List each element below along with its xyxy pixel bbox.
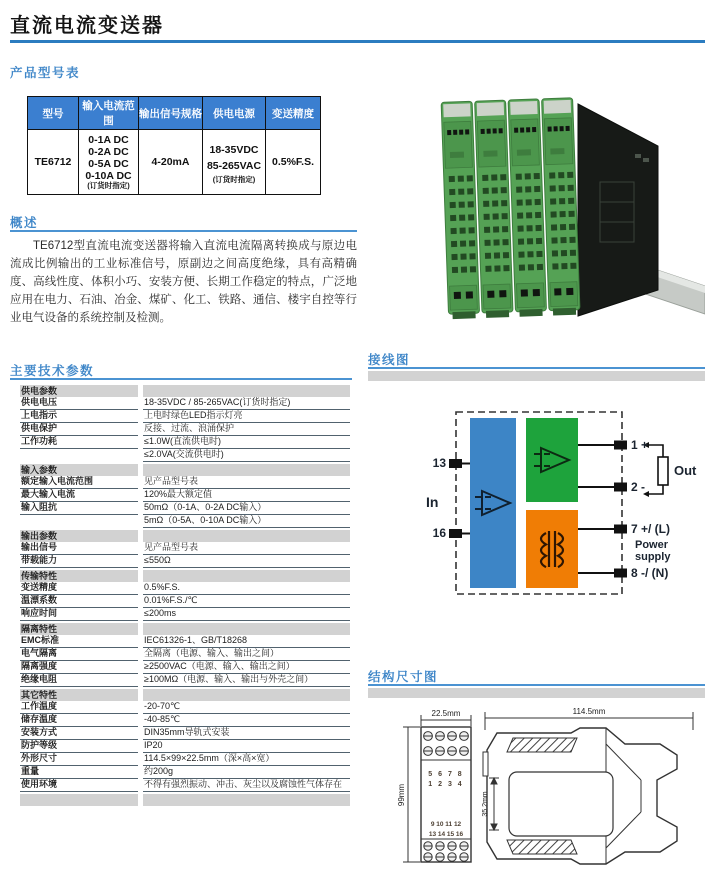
param-value: -40-85℃ bbox=[143, 714, 350, 727]
wiring-divider bbox=[368, 367, 705, 369]
terminal-numbers-top-upper: 5 6 7 8 bbox=[428, 771, 464, 778]
width-dim-label: 22.5mm bbox=[431, 709, 461, 718]
param-value: 50mΩ（0-1A、0-2A DC输入） bbox=[143, 502, 350, 515]
param-value: DIN35mm导轨式安装 bbox=[143, 727, 350, 740]
input-range-note: (订货时指定) bbox=[87, 181, 130, 190]
terminal-13-label: 13 bbox=[432, 456, 446, 470]
module-side-panel bbox=[578, 104, 658, 316]
param-label: 隔离强度 bbox=[20, 661, 138, 674]
param-label: 外形尺寸 bbox=[20, 753, 138, 766]
param-row bbox=[20, 542, 350, 555]
param-label bbox=[20, 794, 138, 806]
param-label: EMC标准 bbox=[20, 635, 138, 648]
wiring-diagram-svg bbox=[418, 404, 710, 609]
param-label: 工作温度 bbox=[20, 701, 138, 714]
column-header-power: 供电电源 bbox=[203, 97, 266, 130]
param-row bbox=[20, 753, 350, 766]
in-label: In bbox=[426, 494, 439, 510]
power-values: 18-35VDC 85-265VAC bbox=[206, 143, 262, 172]
overview-paragraph: TE6712型直流电流变送器将输入直流电流隔离转换成与原边电流成比例输出的工业标准信号，原副边之间高度绝缘，具有高精确度、高线性度、体积小巧、安装方便、长期工作稳定的特点，广泛地应用在电力、石油、冶金、煤矿、化工、铁路、通信、楼宇自控等行业电气设备的系统控制及检测。 bbox=[10, 240, 357, 324]
param-value: 约200g bbox=[143, 766, 350, 779]
param-row bbox=[20, 701, 350, 714]
param-value: 114.5×99×22.5mm（深×高×宽） bbox=[143, 753, 350, 766]
title-divider bbox=[10, 40, 705, 43]
terminal-13 bbox=[449, 459, 462, 468]
product-photo-illustration bbox=[430, 62, 705, 327]
param-value: 全隔离（电源、输入、输出之间） bbox=[143, 648, 350, 661]
param-value: ≤2.0VA(交流供电时) bbox=[143, 449, 350, 462]
param-value: 120%最大额定值 bbox=[143, 489, 350, 502]
input-range-values: 0-1A DC 0-2A DC 0-5A DC 0-10A DC bbox=[85, 134, 132, 182]
param-label: 工作功耗 bbox=[20, 436, 138, 449]
param-label: 输出信号 bbox=[20, 542, 138, 555]
section-title-parameters: 主要技术参数 bbox=[10, 364, 95, 378]
param-label: 其它特性 bbox=[20, 689, 138, 701]
dimensions-divider bbox=[368, 684, 705, 686]
param-value: 上电时绿色LED指示灯亮 bbox=[143, 410, 350, 423]
param-value: ≥100MΩ（电源、输入、输出与外壳之间） bbox=[143, 674, 350, 687]
model-cell: TE6712 bbox=[28, 130, 79, 195]
param-label: 安装方式 bbox=[20, 727, 138, 740]
param-row bbox=[20, 555, 350, 568]
column-header-output-signal: 输出信号规格 bbox=[139, 97, 203, 130]
column-header-accuracy: 变送精度 bbox=[266, 97, 321, 130]
param-label: 使用环境 bbox=[20, 779, 138, 792]
param-row bbox=[20, 608, 350, 621]
param-label: 输入阻抗 bbox=[20, 502, 138, 515]
section-title-overview: 概述 bbox=[10, 216, 39, 230]
product-photo-svg bbox=[430, 62, 705, 327]
param-label: 隔离特性 bbox=[20, 623, 138, 635]
param-label: 电气隔离 bbox=[20, 648, 138, 661]
param-label: 输入参数 bbox=[20, 464, 138, 476]
section-title-dimensions: 结构尺寸图 bbox=[368, 670, 439, 684]
rail-clip-tab bbox=[483, 752, 488, 776]
parameters-divider bbox=[10, 378, 352, 380]
param-value: 反接、过流、浪涌保护 bbox=[143, 423, 350, 436]
param-value: 0.5%F.S. bbox=[143, 582, 350, 595]
height-dim-label: 99mm bbox=[397, 783, 406, 807]
dimension-drawing-svg bbox=[375, 700, 705, 868]
param-label bbox=[20, 515, 138, 528]
param-label: 温漂系数 bbox=[20, 595, 138, 608]
product-model-table bbox=[27, 96, 321, 195]
terminal-numbers-bottom-upper: 9 10 11 12 bbox=[430, 821, 462, 828]
param-row bbox=[20, 674, 350, 687]
column-header-input-range: 输入电流范围 bbox=[79, 97, 139, 130]
power-supply-label: supply bbox=[635, 551, 671, 563]
param-value: -20-70℃ bbox=[143, 701, 350, 714]
param-value: 不得有强烈振动、冲击、灰尘以及腐蚀性气体存在 bbox=[143, 779, 350, 792]
section-title-wiring: 接线图 bbox=[368, 353, 411, 367]
parameters-table bbox=[20, 383, 350, 806]
dimension-drawing bbox=[375, 700, 705, 868]
depth-dim-label: 114.5mm bbox=[572, 707, 606, 716]
section-title-model-table: 产品型号表 bbox=[10, 66, 81, 80]
terminal-numbers-bottom-lower: 13 14 15 16 bbox=[428, 831, 464, 838]
param-value: ≤200ms bbox=[143, 608, 350, 621]
param-label: 防护等级 bbox=[20, 740, 138, 753]
terminal-16-label: 16 bbox=[432, 526, 446, 540]
param-row bbox=[20, 449, 350, 462]
power-supply-label: Power bbox=[635, 539, 669, 551]
power-block bbox=[526, 510, 578, 588]
param-value: 见产品型号表 bbox=[143, 476, 350, 489]
input-range-cell bbox=[79, 130, 139, 195]
overview-divider bbox=[10, 230, 357, 232]
param-value bbox=[143, 794, 350, 806]
param-label: 供电参数 bbox=[20, 385, 138, 397]
out-label: Out bbox=[674, 463, 697, 478]
terminal-8 bbox=[614, 569, 627, 578]
param-value: ≤550Ω bbox=[143, 555, 350, 568]
model-table-row bbox=[28, 130, 321, 195]
wiring-diagram bbox=[418, 404, 710, 609]
param-value: 见产品型号表 bbox=[143, 542, 350, 555]
terminal-1-label: 1 + bbox=[631, 438, 649, 452]
param-label: 重量 bbox=[20, 766, 138, 779]
param-label: 储存温度 bbox=[20, 714, 138, 727]
power-note: (订货时指定) bbox=[212, 174, 256, 184]
terminal-2-label: 2 - bbox=[631, 480, 646, 494]
power-cell bbox=[203, 130, 266, 195]
terminal-1 bbox=[614, 441, 627, 450]
module-fronts bbox=[441, 98, 580, 319]
param-group-row bbox=[20, 689, 350, 701]
param-value: 18-35VDC / 85-265VAC(订货时指定) bbox=[143, 397, 350, 410]
side-label-area bbox=[509, 772, 613, 836]
terminal-16 bbox=[449, 529, 462, 538]
column-header-model: 型号 bbox=[28, 97, 79, 130]
param-label: 上电指示 bbox=[20, 410, 138, 423]
param-row bbox=[20, 515, 350, 528]
vent-hatch-bottom bbox=[507, 840, 577, 854]
param-label: 供电保护 bbox=[20, 423, 138, 436]
param-group-row bbox=[20, 794, 350, 806]
accuracy-cell: 0.5%F.S. bbox=[266, 130, 321, 195]
terminal-7-label: 7 +/ (L) bbox=[631, 522, 671, 536]
param-label: 额定输入电流范围 bbox=[20, 476, 138, 489]
rail-dim-label: 35.2mm bbox=[482, 791, 489, 817]
param-label bbox=[20, 449, 138, 462]
vent-hatch-top bbox=[507, 738, 577, 752]
param-value: 0.01%F.S./℃ bbox=[143, 595, 350, 608]
param-label: 变送精度 bbox=[20, 582, 138, 595]
param-value: ≤1.0W(直流供电时) bbox=[143, 436, 350, 449]
param-row bbox=[20, 727, 350, 740]
param-group-row bbox=[20, 570, 350, 582]
out-load-circuit bbox=[649, 445, 668, 494]
model-table-header-row bbox=[28, 97, 321, 130]
param-value: IP20 bbox=[143, 740, 350, 753]
dimensions-band bbox=[368, 688, 705, 698]
param-label: 响应时间 bbox=[20, 608, 138, 621]
param-row bbox=[20, 595, 350, 608]
terminal-8-label: 8 -/ (N) bbox=[631, 566, 669, 580]
param-label: 绝缘电阻 bbox=[20, 674, 138, 687]
terminal-numbers-top-lower: 1 2 3 4 bbox=[428, 781, 464, 788]
param-row bbox=[20, 779, 350, 792]
wiring-band bbox=[368, 371, 705, 381]
param-label: 输出参数 bbox=[20, 530, 138, 542]
page-title: 直流电流变送器 bbox=[10, 15, 164, 37]
param-value: ≥2500VAC（电源、输入、输出之间） bbox=[143, 661, 350, 674]
param-value: IEC61326-1、GB/T18268 bbox=[143, 635, 350, 648]
param-label: 带载能力 bbox=[20, 555, 138, 568]
param-label: 供电电压 bbox=[20, 397, 138, 410]
output-signal-cell: 4-20mA bbox=[139, 130, 203, 195]
param-label: 传输特性 bbox=[20, 570, 138, 582]
terminal-7 bbox=[614, 525, 627, 534]
terminal-2 bbox=[614, 483, 627, 492]
param-label: 最大输入电流 bbox=[20, 489, 138, 502]
param-value: 5mΩ（0-5A、0-10A DC输入） bbox=[143, 515, 350, 528]
